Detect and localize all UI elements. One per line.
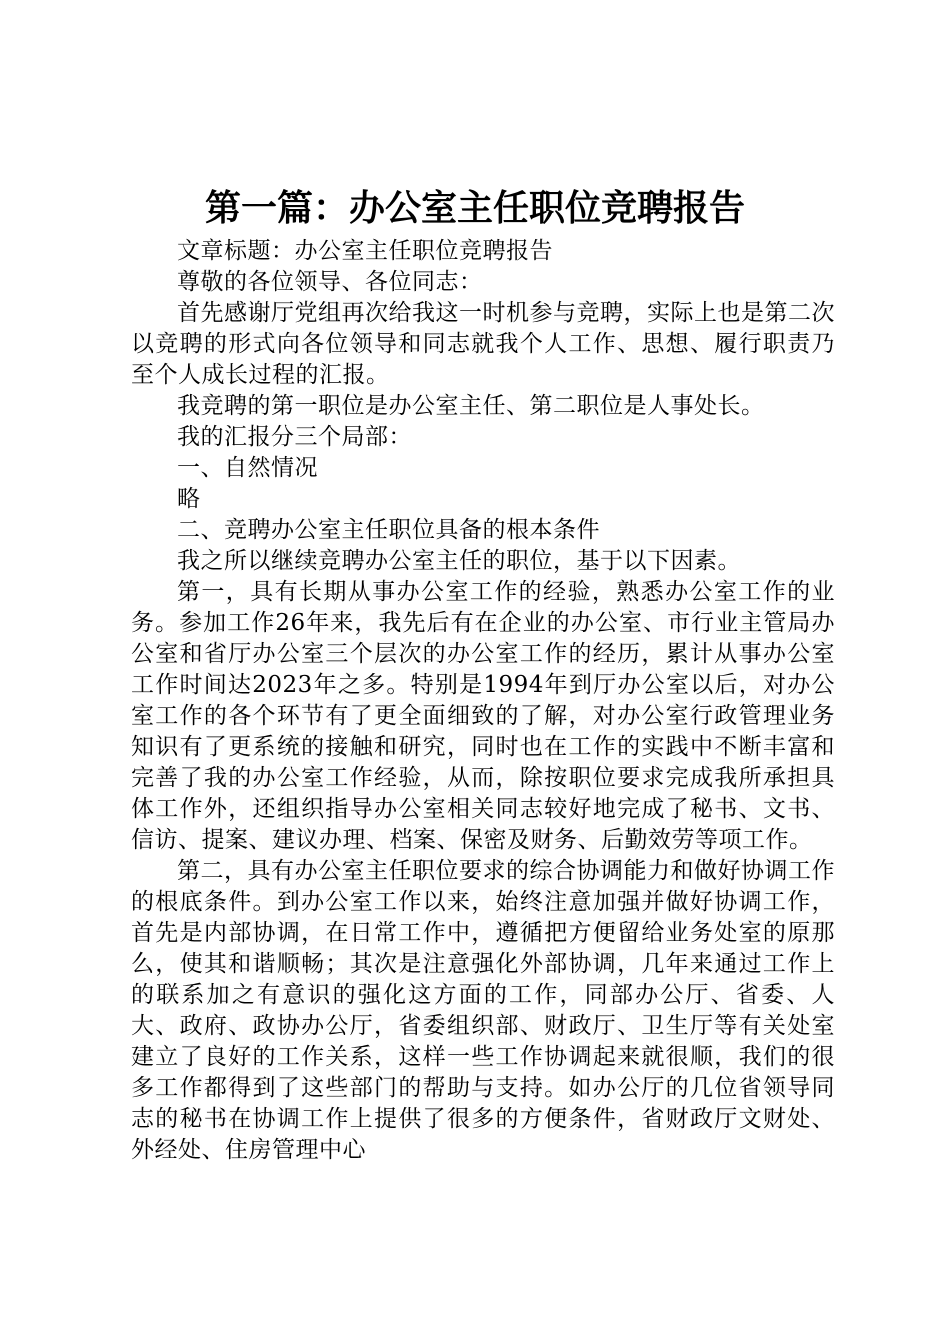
document-body bbox=[131, 236, 835, 1166]
section-heading-2: 二、竞聘办公室主任职位具备的根本条件 bbox=[177, 517, 600, 543]
paragraph-report-outline: 我的汇报分三个局部： bbox=[177, 424, 412, 450]
paragraph-reason-first: 第一，具有长期从事办公室工作的经验，熟悉办公室工作的业务。参加工作26年来，我先后有在企业的办公室、市行业主管局办公室和省厅办公室三个层次的办公室工作的经历，累计从事办公室工作时间达2023年之多。特别是1994年到厅办公室以后，对办公室工作的各个环节有了更全面细致的了解，对办公室行政管理业务知识有了更系统的接触和研究，同时也在工作的实践中不断丰富和完善了我的办公室工作经验，从而，除按职位要求完成我所承担具体工作外，还组织指导办公室相关同志较好地完成了秘书、文书、信访、提案、建议办理、档案、保密及财务、后勤效劳等项工作。 bbox=[131, 579, 835, 853]
section-heading-1: 一、自然情况 bbox=[177, 455, 318, 481]
paragraph-article-title: 文章标题：办公室主任职位竞聘报告 bbox=[177, 238, 553, 264]
document-title: 第一篇：办公室主任职位竞聘报告 bbox=[204, 187, 745, 229]
paragraph-reasons-intro: 我之所以继续竞聘办公室主任的职位，基于以下因素。 bbox=[177, 548, 741, 574]
paragraph-opening: 首先感谢厅党组再次给我这一时机参与竞聘，实际上也是第二次以竞聘的形式向各位领导和同志就我个人工作、思想、履行职责乃至个人成长过程的汇报。 bbox=[131, 300, 835, 388]
paragraph-omitted: 略 bbox=[177, 486, 201, 512]
paragraph-reason-second: 第二，具有办公室主任职位要求的综合协调能力和做好协调工作的根底条件。到办公室工作以来，始终注意加强并做好协调工作，首先是内部协调，在日常工作中，遵循把方便留给业务处室的原那么，使其和谐顺畅；其次是注意强化外部协调，几年来通过工作上的联系加之有意识的强化这方面的工作，同部办公厅、省委、人大、政府、政协办公厅，省委组织部、财政厅、卫生厅等有关处室建立了良好的工作关系，这样一些工作协调起来就很顺，我们的很多工作都得到了这些部门的帮助与支持。如办公厅的几位省领导同志的秘书在协调工作上提供了很多的方便条件，省财政厅文财处、外经处、住房管理中心 bbox=[131, 858, 835, 1163]
paragraph-positions: 我竞聘的第一职位是办公室主任、第二职位是人事处长。 bbox=[177, 393, 765, 419]
paragraph-salutation: 尊敬的各位领导、各位同志： bbox=[177, 269, 483, 295]
